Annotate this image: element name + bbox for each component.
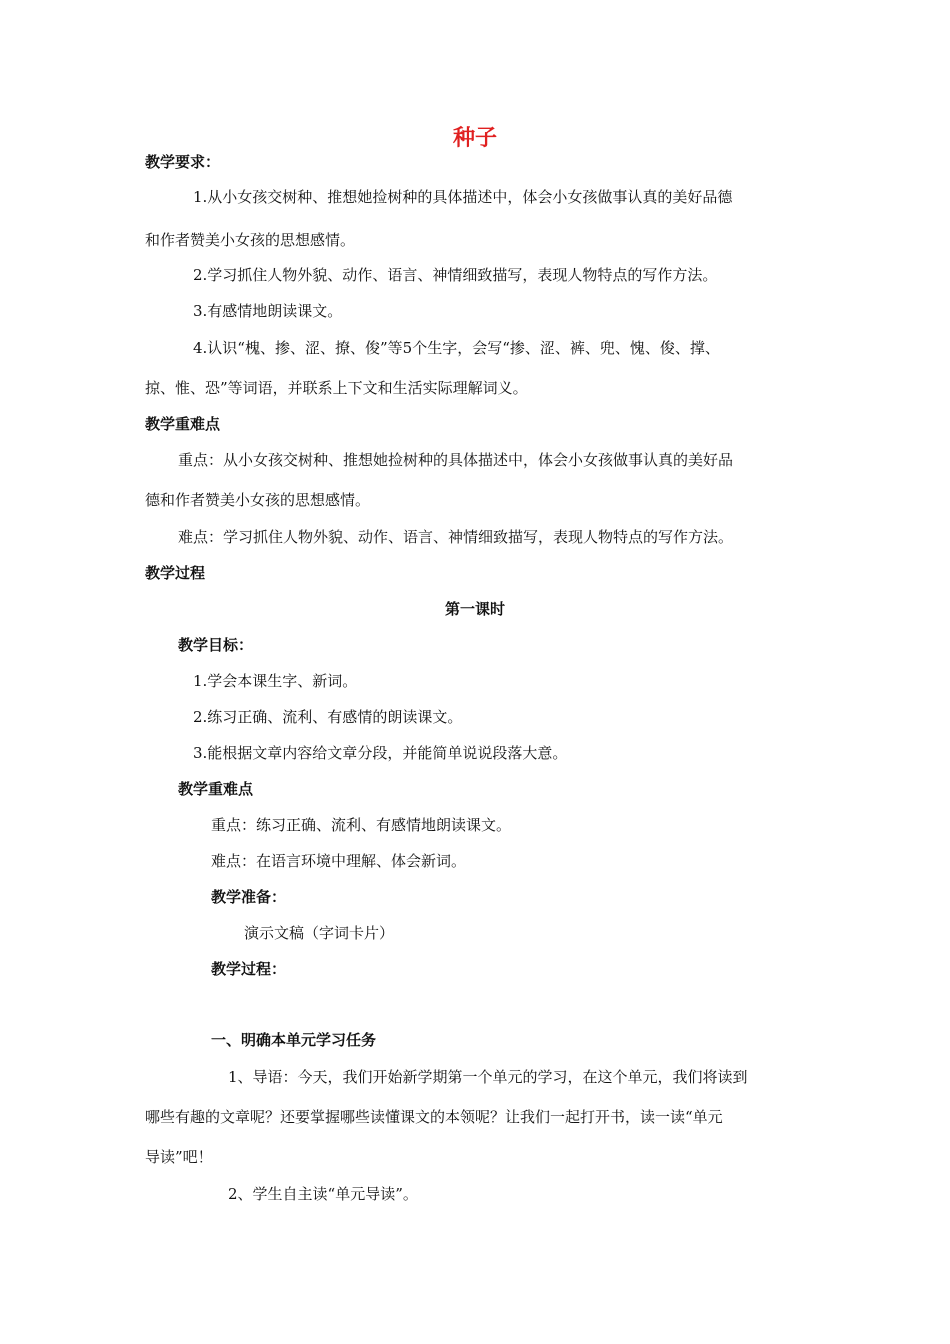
requirement-line: 1.从小女孩交树种、推想她捡树种的具体描述中，体会小女孩做事认真的美好品德 [193,188,733,206]
requirement-line: 和作者赞美小女孩的思想感情。 [145,231,356,249]
section-line: 2、学生自主读“单元导读”。 [228,1185,418,1203]
lesson-key-heading: 教学重难点 [178,780,254,798]
goal-line: 2.练习正确、流利、有感情的朗读课文。 [193,708,463,726]
lesson-process-heading: 教学过程： [211,960,287,978]
section-line: 导读”吧！ [145,1148,213,1166]
lesson-title: 第一课时 [444,600,505,618]
lesson-key-line: 难点：在语言环境中理解、体会新词。 [211,852,467,870]
section-line: 哪些有趣的文章呢？还要掌握哪些读懂课文的本领呢？让我们一起打开书，读一读“单元 [145,1108,723,1126]
document-title: 种子 [452,125,497,151]
goal-line: 3.能根据文章内容给文章分段，并能简单说说段落大意。 [193,744,568,762]
prep-text: 演示文稿（字词卡片） [244,924,395,942]
section-line: 1、导语：今天，我们开始新学期第一个单元的学习，在这个单元，我们将读到 [228,1068,748,1086]
key-points-heading: 教学重难点 [145,415,221,433]
requirement-line: 2.学习抓住人物外貌、动作、语言、神情细致描写，表现人物特点的写作方法。 [193,266,718,284]
prep-heading: 教学准备： [211,888,287,906]
requirement-line: 4.认识“槐、掺、涩、撩、俊”等5个生字，会写“掺、涩、裤、兜、愧、俊、撑、 [193,339,720,357]
teaching-requirements-heading: 教学要求： [145,153,221,171]
process-heading: 教学过程 [145,564,206,582]
goal-line: 1.学会本课生字、新词。 [193,672,358,690]
requirement-line: 3.有感情地朗读课文。 [193,302,343,320]
section-heading: 一、明确本单元学习任务 [211,1031,377,1049]
key-point-line: 德和作者赞美小女孩的思想感情。 [145,491,371,509]
key-point-line: 难点：学习抓住人物外貌、动作、语言、神情细致描写，表现人物特点的写作方法。 [178,528,734,546]
lesson-key-line: 重点：练习正确、流利、有感情地朗读课文。 [211,816,512,834]
key-point-line: 重点：从小女孩交树种、推想她捡树种的具体描述中，体会小女孩做事认真的美好品 [178,451,734,469]
goals-heading: 教学目标： [178,636,254,654]
requirement-line: 掠、惟、恐”等词语，并联系上下文和生活实际理解词义。 [145,379,528,397]
